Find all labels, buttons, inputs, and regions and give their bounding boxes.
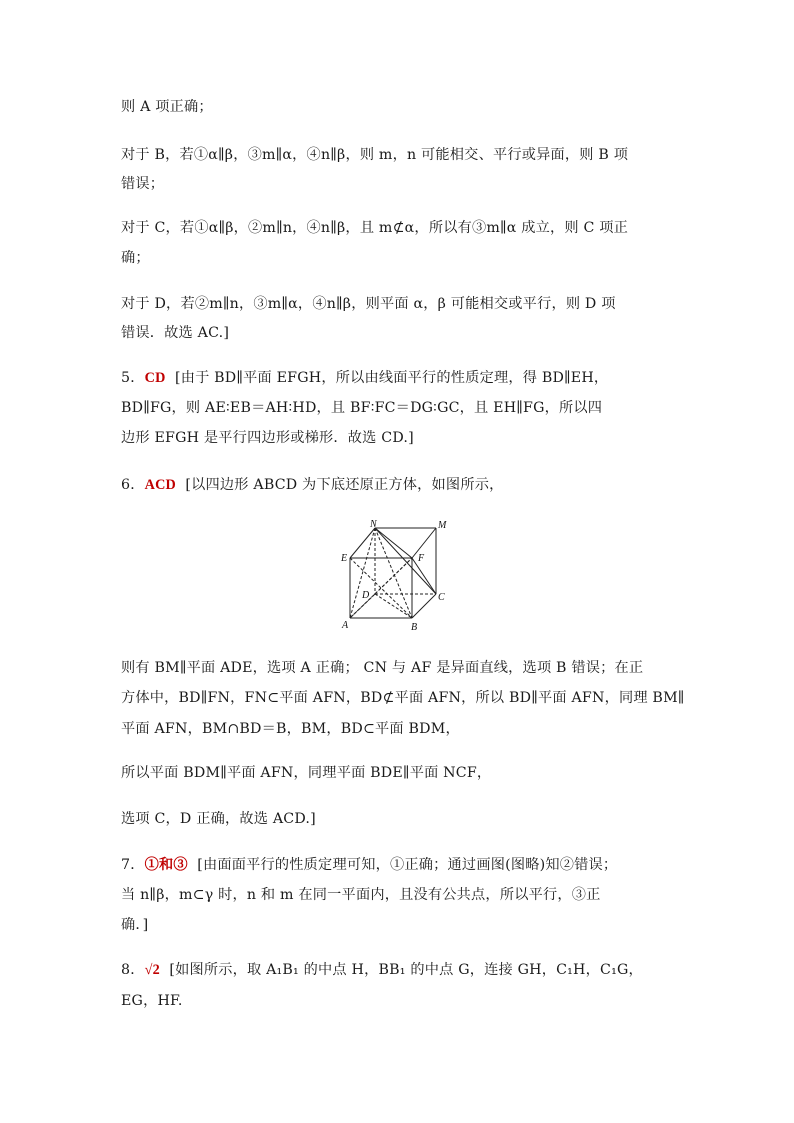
label-E: E [341, 553, 348, 564]
label-D: D [362, 590, 370, 601]
answer-q7: ①和③ [144, 857, 188, 873]
text-line: 平面 AFN，BM∩BD＝B，BM，BD⊂平面 BDM， [121, 721, 460, 737]
text-line: 方体中，BD∥FN，FN⊂平面 AFN，BD⊄平面 AFN，所以 BD∥平面 AFN，同理 BM∥ [121, 690, 685, 706]
text-line: [以四边形 ABCD 为下底还原正方体，如图所示， [185, 477, 504, 493]
cube-figure [330, 518, 450, 636]
question-number: 7． [121, 857, 145, 873]
label-F: F [418, 553, 425, 564]
question-number: 6． [121, 477, 145, 493]
cube-diagram [330, 518, 450, 636]
text-line: 边形 EFGH 是平行四边形或梯形．故选 CD.] [121, 430, 414, 446]
text-line: 确．] [121, 917, 149, 933]
answer-q6: ACD [144, 477, 176, 493]
label-C: C [438, 592, 445, 603]
question-number: 5． [121, 370, 145, 386]
question-8-line [121, 960, 676, 980]
text-line: [由面面平行的性质定理可知，①正确；通过画图(图略)知②错误； [197, 857, 618, 873]
text-line: 选项 C，D 正确，故选 ACD.] [121, 811, 316, 827]
question-5-line [121, 368, 676, 388]
text-line: 对于 D，若②m∥n，③m∥α，④n∥β，则平面 α，β 可能相交或平行，则 D 项 [121, 296, 616, 312]
text-line: 错误．故选 AC.] [121, 325, 230, 341]
text-line: 确； [121, 250, 150, 266]
text-line: 当 n∥β，m⊂γ 时，n 和 m 在同一平面内，且没有公共点，所以平行，③正 [121, 887, 601, 903]
question-number: 8． [121, 962, 145, 978]
text-line: 错误； [121, 176, 165, 192]
text-line: EG，HF. [121, 993, 183, 1009]
question-6-line [121, 475, 676, 495]
question-7-line [121, 855, 676, 875]
answer-q8: √2 [144, 962, 160, 978]
text-line: [由于 BD∥平面 EFGH，所以由线面平行的性质定理，得 BD∥EH， [174, 370, 609, 386]
label-B: B [411, 622, 418, 633]
text-line: 则有 BM∥平面 ADE，选项 A 正确； CN 与 AF 是异面直线，选项 B 错误；在正 [121, 660, 644, 676]
text-line: 所以平面 BDM∥平面 AFN，同理平面 BDE∥平面 NCF， [121, 765, 492, 781]
label-A: A [342, 620, 349, 631]
label-N: N [370, 519, 377, 530]
label-M: M [438, 520, 447, 531]
text-line: [如图所示，取 A₁B₁ 的中点 H，BB₁ 的中点 G，连接 GH，C₁H，C₁G， [169, 962, 643, 978]
text-line: BD∥FG，则 AE∶EB＝AH∶HD，且 BF∶FC＝DG∶GC，且 EH∥FG，所以四 [121, 400, 603, 416]
text-line: 则 A 项正确； [121, 99, 213, 115]
text-line: 对于 C，若①α∥β，②m∥n，④n∥β，且 m⊄α，所以有③m∥α 成立，则 C 项正 [121, 220, 629, 236]
text-line: 对于 B，若①α∥β，③m∥α，④n∥β，则 m，n 可能相交、平行或异面，则 B 项 [121, 147, 629, 163]
answer-q5: CD [144, 370, 166, 386]
